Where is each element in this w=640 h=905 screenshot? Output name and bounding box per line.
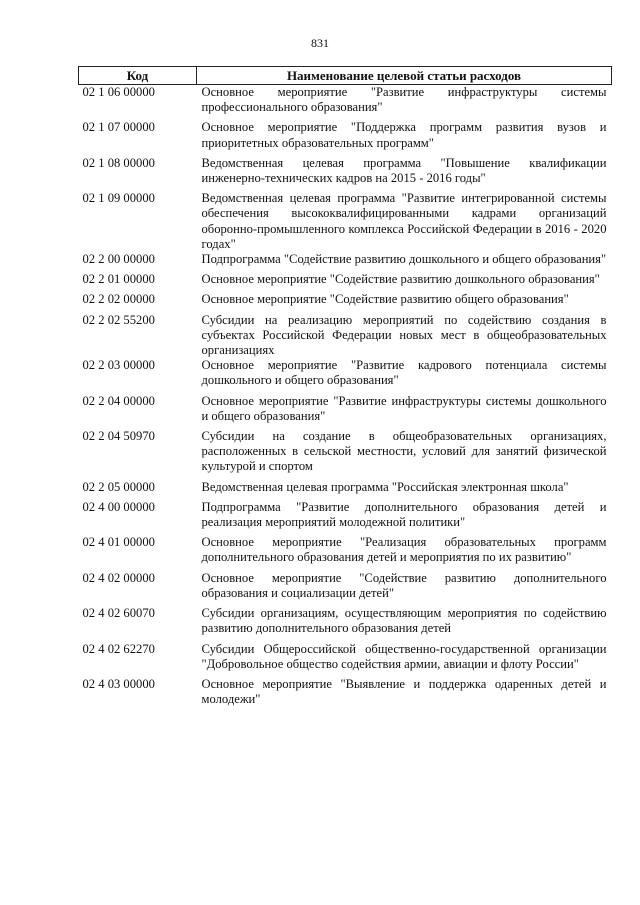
table-row <box>79 292 612 312</box>
target-item-code: 02 1 06 00000 <box>82 85 155 99</box>
target-item-code: 02 2 02 00000 <box>82 292 155 307</box>
target-item-name: Основное мероприятие "Содействие развитию дополнительного образования и социализации детей" <box>201 570 607 600</box>
table-row <box>79 606 612 641</box>
target-item-code: 02 1 07 00000 <box>82 120 155 135</box>
table-row <box>79 313 612 359</box>
table-row <box>79 358 612 393</box>
table-body <box>79 85 612 708</box>
target-item-name: Подпрограмма "Содействие развитию дошкольного и общего образования" <box>201 252 607 267</box>
column-header-name: Наименование целевой статьи расходов <box>197 67 612 85</box>
target-item-code: 02 4 03 00000 <box>82 676 155 691</box>
table-row <box>79 677 612 707</box>
table-row <box>79 120 612 155</box>
table-row <box>79 191 612 252</box>
table-row <box>79 480 612 500</box>
table-row <box>79 535 612 570</box>
target-item-code: 02 2 04 00000 <box>82 393 155 408</box>
table-row <box>79 252 612 272</box>
target-item-name: Подпрограмма "Развитие дополнительного образования детей и реализация мероприятий молодежной политики" <box>201 499 607 530</box>
table-row <box>79 571 612 606</box>
target-items-table <box>78 66 612 707</box>
target-item-code: 02 4 02 62270 <box>82 641 155 656</box>
target-item-name: Субсидии на реализацию мероприятий по содействию создания в субъектах Российской Федерации новых мест в общеобразовательных организациях <box>201 312 607 358</box>
target-item-name: Основное мероприятие "Реализация образовательных программ дополнительного образования детей и мероприятия по их развитию" <box>201 535 607 565</box>
target-item-name: Субсидии организациям, осуществляющим мероприятия по содействию развитию дополнительного образования детей <box>201 606 607 636</box>
target-item-name: Основное мероприятие "Развитие инфраструктуры системы профессионального образования" <box>201 85 607 115</box>
target-item-name: Субсидии на создание в общеобразовательных организациях, расположенных в сельской местности, условий для занятий физической культурой и спортом <box>201 429 607 474</box>
table-row <box>79 394 612 429</box>
target-item-name: Основное мероприятие "Содействие развитию дошкольного образования" <box>201 272 600 287</box>
target-item-name: Основное мероприятие "Содействие развитию общего образования" <box>201 292 569 307</box>
target-item-code: 02 4 01 00000 <box>82 535 155 550</box>
table-row <box>79 429 612 480</box>
target-item-code: 02 2 04 50970 <box>82 429 155 444</box>
target-item-name: Ведомственная целевая программа "Развитие интегрированной системы обеспечения высококвалифицированными кадрами организаций оборонно-промышленного комплекса Российской Федерации в 2016 - 2020 годах" <box>201 191 607 251</box>
target-item-code: 02 1 08 00000 <box>82 155 155 170</box>
table-row <box>79 272 612 292</box>
target-item-code: 02 4 02 00000 <box>82 570 155 585</box>
target-item-name: Субсидии Общероссийской общественно-государственной организации "Добровольное общество содействия армии, авиации и флоту России" <box>201 641 607 671</box>
table-row <box>79 500 612 535</box>
target-item-code: 02 2 01 00000 <box>82 272 155 287</box>
target-item-name: Основное мероприятие "Поддержка программ развития вузов и приоритетных образовательных программ" <box>201 120 607 150</box>
target-item-code: 02 2 03 00000 <box>82 358 155 373</box>
table-row <box>79 156 612 191</box>
target-item-name: Основное мероприятие "Выявление и поддержка одаренных детей и молодежи" <box>201 676 607 707</box>
target-item-code: 02 1 09 00000 <box>82 191 155 206</box>
page-number: 831 <box>311 36 329 50</box>
target-item-code: 02 2 02 55200 <box>82 312 155 327</box>
target-item-name: Основное мероприятие "Развитие кадрового потенциала системы дошкольного и общего образования" <box>201 358 607 388</box>
target-item-name: Ведомственная целевая программа "Повышение квалификации инженерно-технических кадров на 2015 - 2016 годы" <box>201 155 607 186</box>
target-item-code: 02 4 02 60070 <box>82 606 155 621</box>
target-item-code: 02 4 00 00000 <box>82 499 155 514</box>
target-item-name: Основное мероприятие "Развитие инфраструктуры системы дошкольного и общего образования" <box>201 393 607 423</box>
target-item-code: 02 2 05 00000 <box>82 479 155 494</box>
table-row <box>79 642 612 677</box>
target-item-name: Ведомственная целевая программа "Российская электронная школа" <box>201 479 569 494</box>
target-item-code: 02 2 00 00000 <box>82 252 155 267</box>
table-header-row <box>79 67 612 85</box>
table-row <box>79 85 612 121</box>
column-header-code: Код <box>79 67 197 85</box>
